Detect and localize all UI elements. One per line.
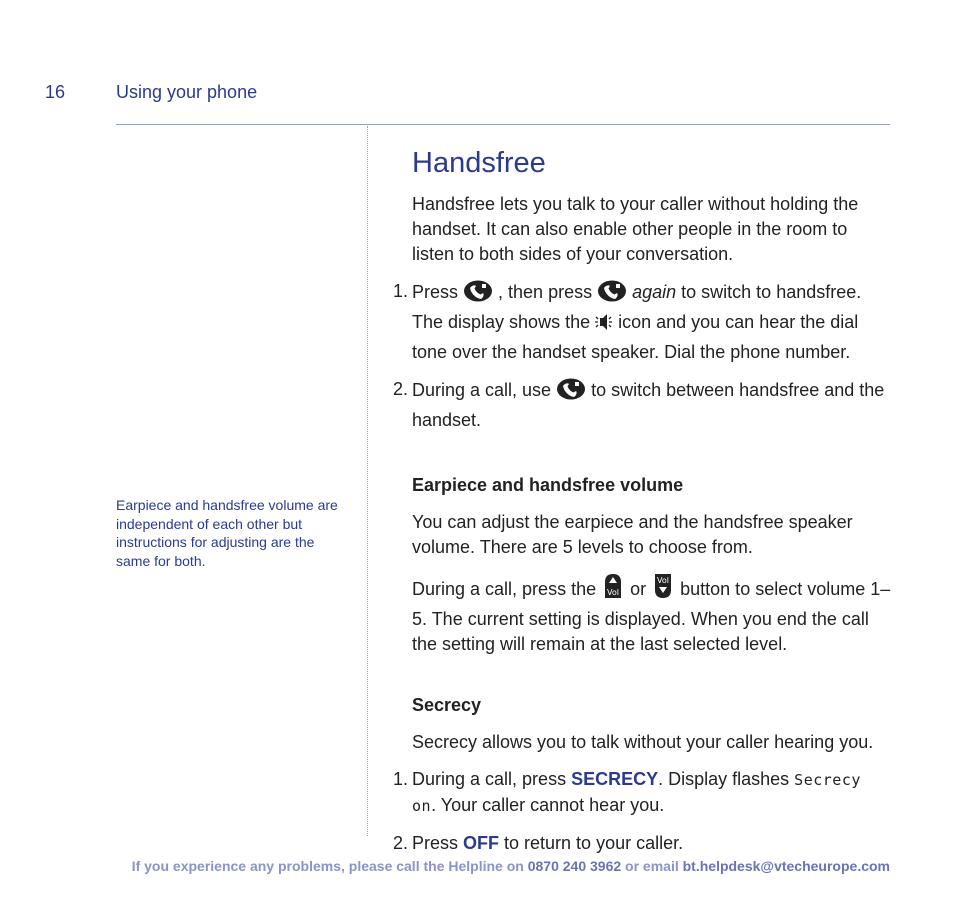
step-emphasis: again <box>632 282 677 302</box>
helpdesk-email: bt.helpdesk@vtecheurope.com <box>682 858 890 874</box>
secrecy-steps <box>392 767 892 856</box>
step-text: to switch between handsfree and the handset. <box>412 380 885 430</box>
volume-up-label: Vol <box>607 588 620 597</box>
sidenote: Earpiece and handsfree volume are independent of each other but instructions for adjusting are the same for both. <box>116 497 338 569</box>
volume-down-label: Vol <box>657 576 670 585</box>
volume-text: During a call, press the <box>412 579 602 599</box>
off-key-label: OFF <box>463 833 500 853</box>
handsfree-steps <box>392 279 892 433</box>
secrecy-heading: Secrecy <box>412 695 482 715</box>
step-text: to switch to handsfree. The display shows the <box>412 282 862 332</box>
section-title: Using your phone <box>116 82 258 102</box>
step-number: 1. <box>392 769 408 789</box>
handsfree-speaker-icon <box>595 311 613 340</box>
handsfree-intro: Handsfree lets you talk to your caller without holding the handset. It can also enable other people in the room to listen to both sides of your conversation. <box>412 194 859 264</box>
volume-text: or <box>630 579 652 599</box>
step-text: During a call, press <box>412 769 572 789</box>
footer-text: or email <box>621 858 683 874</box>
page-number: 16 <box>45 82 66 102</box>
step-number: 2. <box>392 379 408 399</box>
main-content <box>392 144 892 868</box>
talk-key-icon <box>463 279 493 310</box>
volume-text: button to select volume 1–5. The current setting is displayed. When you end the call the setting will remain at the last selected level. <box>412 579 891 654</box>
secrecy-key-label: SECRECY <box>571 769 659 789</box>
step-text: . Display flashes <box>658 769 795 789</box>
volume-paragraph-2 <box>412 572 892 657</box>
footer-helpline <box>0 858 890 874</box>
step-text: Press <box>412 833 464 853</box>
secrecy-intro: Secrecy allows you to talk without your caller hearing you. <box>412 732 874 752</box>
talk-key-icon <box>556 377 586 408</box>
volume-paragraph-1: You can adjust the earpiece and the handsfree speaker volume. There are 5 levels to choose from. <box>412 512 853 557</box>
secrecy-step-2 <box>392 831 892 856</box>
step-number: 1. <box>392 281 408 301</box>
talk-key-icon <box>597 279 627 310</box>
step-text: . Your caller cannot hear you. <box>431 795 665 815</box>
secrecy-step-1 <box>392 767 892 819</box>
step-number: 2. <box>392 833 408 853</box>
step-text: During a call, use <box>412 380 557 400</box>
volume-down-icon <box>651 572 675 607</box>
helpline-phone: 0870 240 3962 <box>527 858 622 874</box>
footer-text: If you experience any problems, please call the Helpline on <box>131 858 528 874</box>
step-text: , then press <box>498 282 598 302</box>
handsfree-step-1 <box>392 279 892 365</box>
step-text: Press <box>412 282 464 302</box>
step-text: to return to your caller. <box>499 833 684 853</box>
display-text: Secrecy on <box>412 771 861 815</box>
step-text: icon and you can hear the dial tone over the handset speaker. Dial the phone number. <box>412 312 859 362</box>
handsfree-title: Handsfree <box>412 147 546 179</box>
spacer <box>412 445 892 473</box>
volume-up-icon <box>601 572 625 607</box>
column-divider <box>367 126 368 836</box>
handsfree-step-2 <box>392 377 892 433</box>
header-rule <box>116 124 890 125</box>
spacer <box>412 669 892 693</box>
volume-heading: Earpiece and handsfree volume <box>412 475 684 495</box>
